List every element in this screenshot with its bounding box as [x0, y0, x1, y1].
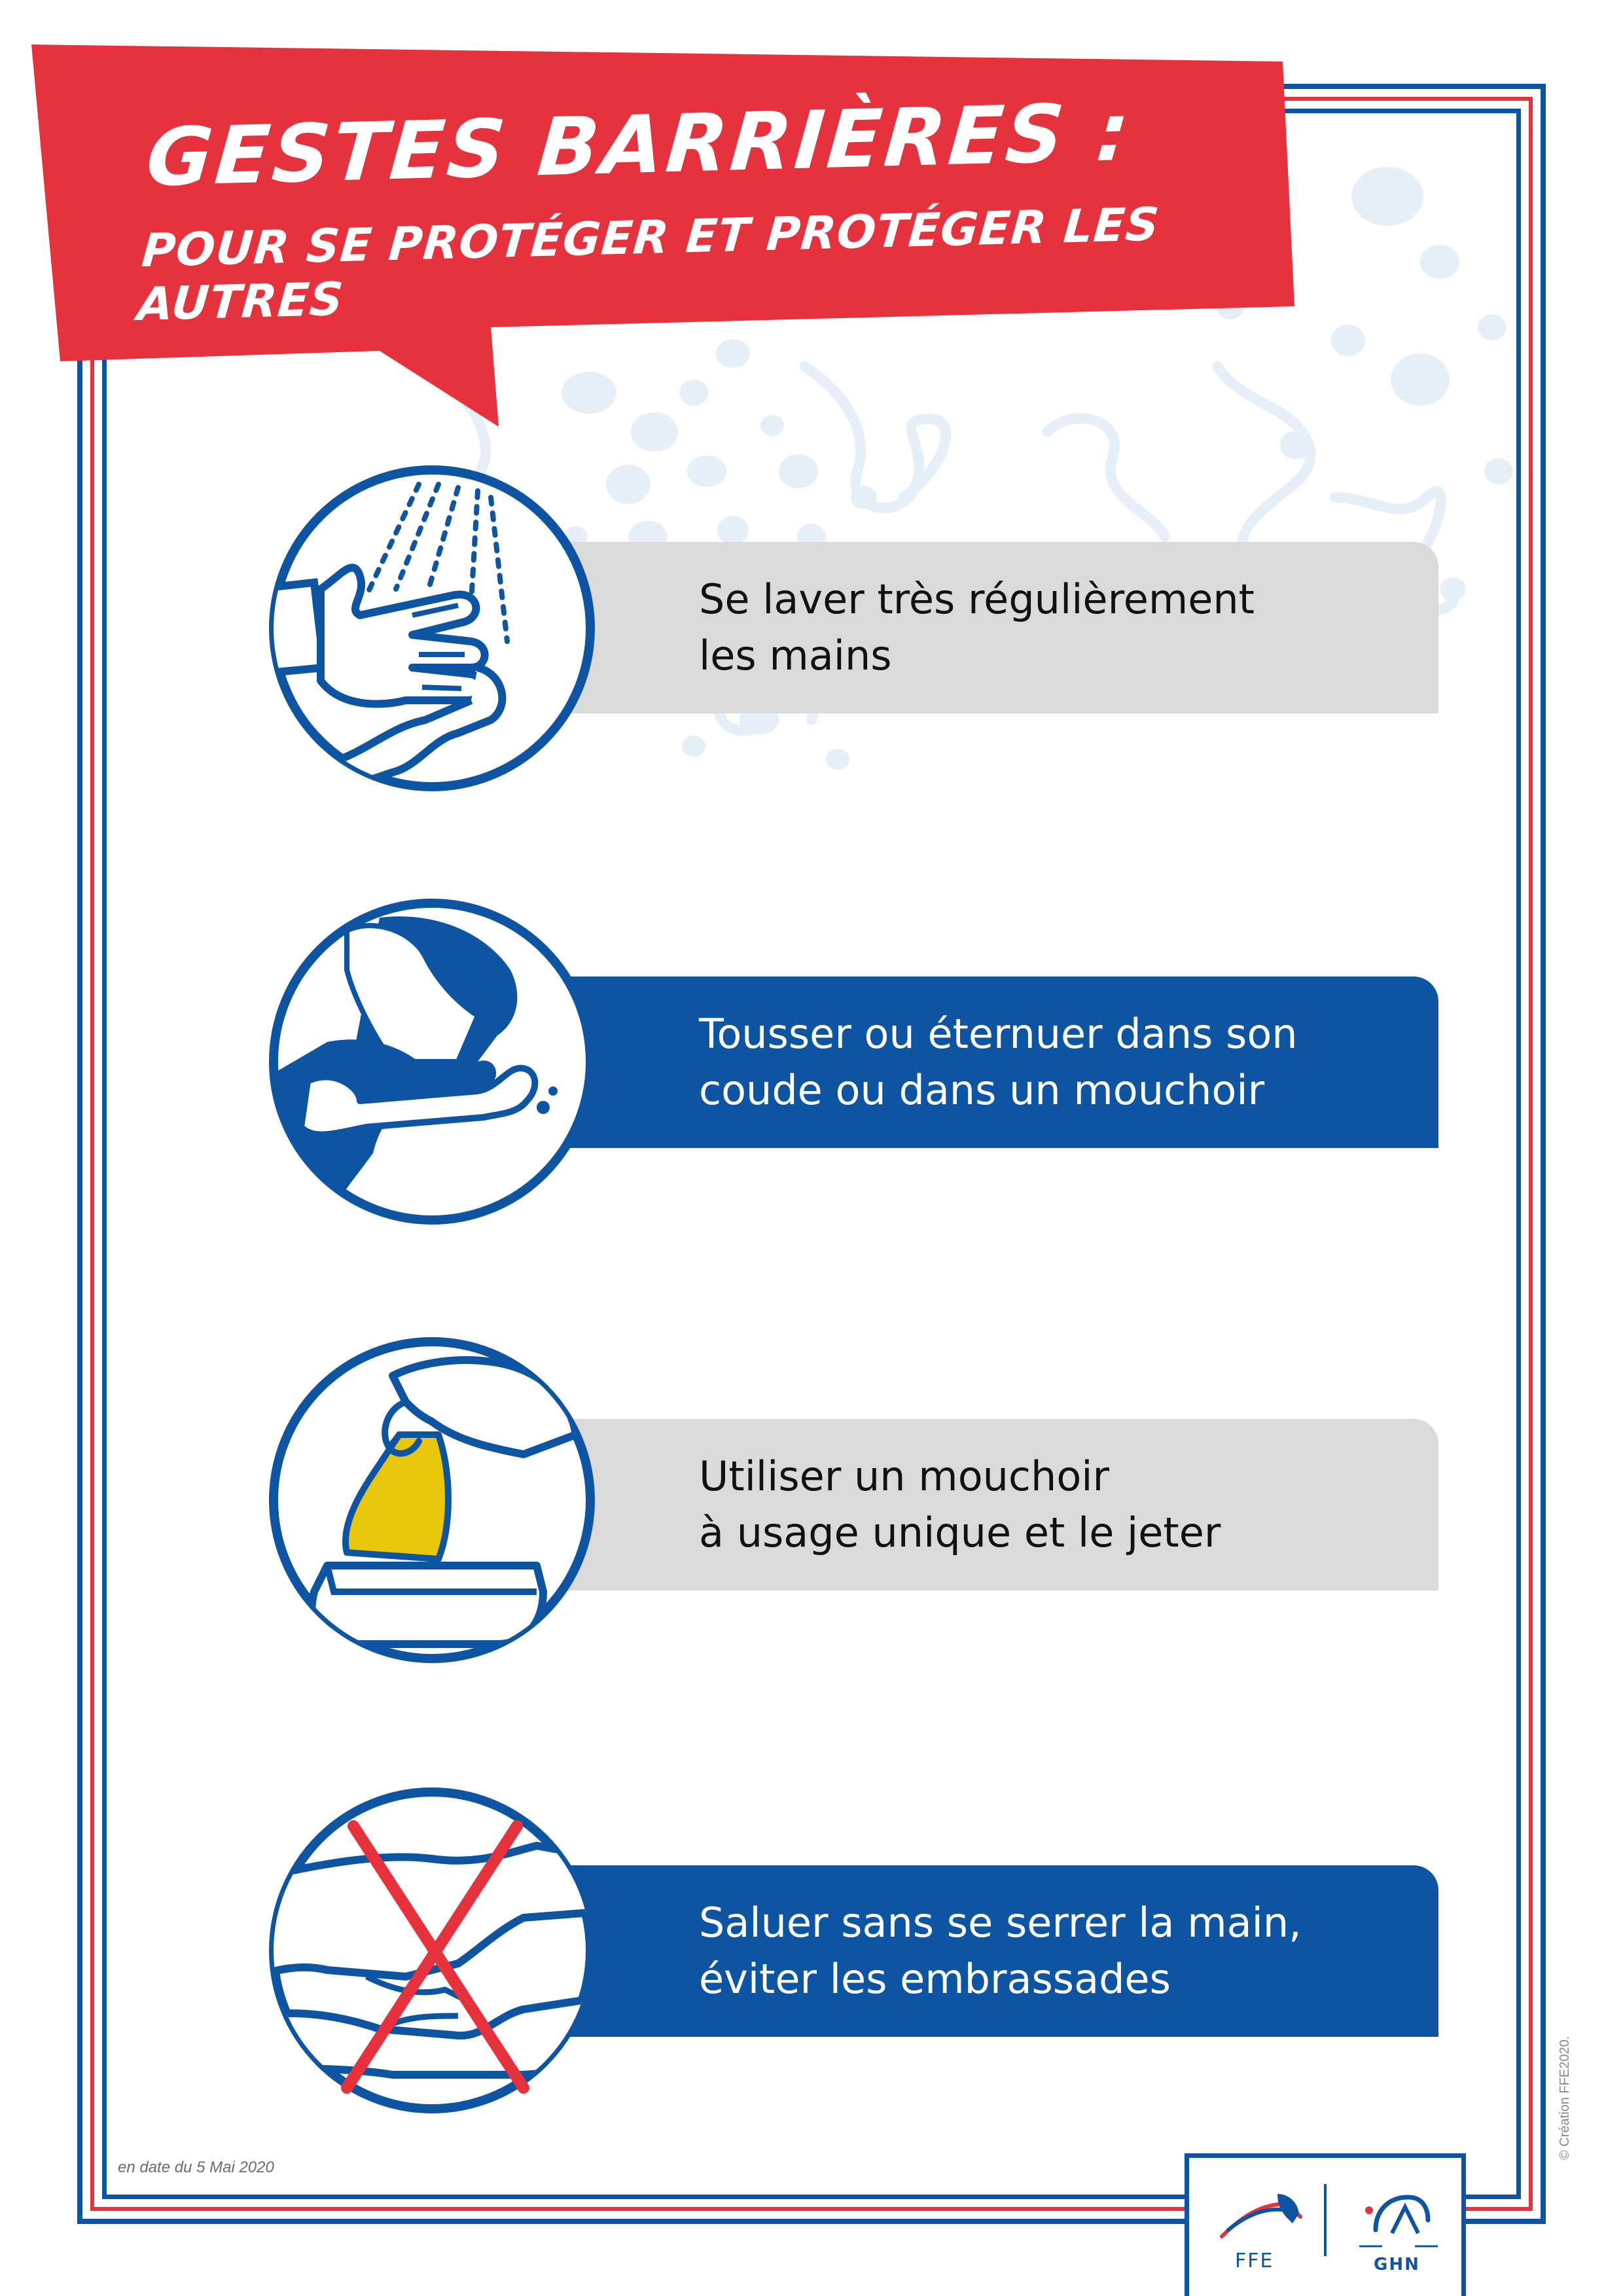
ffe-horse-logo: [1215, 2184, 1307, 2250]
instruction-bar-cough-elbow: [510, 977, 1438, 1148]
instruction-text-line: éviter les embrassades: [699, 1955, 1171, 2003]
page-title: GESTES BARRIÈRES :: [143, 85, 1135, 204]
logo-box: [1185, 2153, 1466, 2296]
instruction-text-line: les mains: [699, 632, 892, 679]
instruction-text-line: à usage unique et le jeter: [699, 1509, 1221, 1556]
ghn-logo-text: GHN: [1374, 2255, 1420, 2274]
ghn-logo: [1356, 2184, 1441, 2250]
instruction-bar-tissue: [510, 1419, 1438, 1590]
instruction-text-line: coude ou dans un mouchoir: [699, 1066, 1265, 1114]
copyright-note: © Création FFE2020.: [1558, 2036, 1572, 2160]
logo-divider: [1324, 2184, 1327, 2256]
sneeze-elbow-icon: [262, 891, 602, 1232]
page-subtitle: POUR SE PROTÉGER ET PROTÉGER LES AUTRES: [135, 197, 1162, 331]
instruction-bar-no-handshake: [510, 1865, 1438, 2037]
instruction-text-line: Utiliser un mouchoir: [699, 1452, 1109, 1500]
date-note: en date du 5 Mai 2020: [118, 2159, 274, 2176]
instruction-text-line: Tousser ou éternuer dans son: [699, 1010, 1298, 1058]
hand-washing-icon: [262, 458, 602, 798]
instruction-text-line: Saluer sans se serrer la main,: [699, 1899, 1302, 1946]
tissue-box-icon: [262, 1330, 602, 1670]
no-handshake-icon: [262, 1780, 602, 2121]
ffe-logo-text: FFE: [1235, 2250, 1274, 2272]
instruction-bar-wash-hands: [510, 542, 1438, 713]
instruction-text-line: Se laver très régulièrement: [699, 575, 1255, 623]
